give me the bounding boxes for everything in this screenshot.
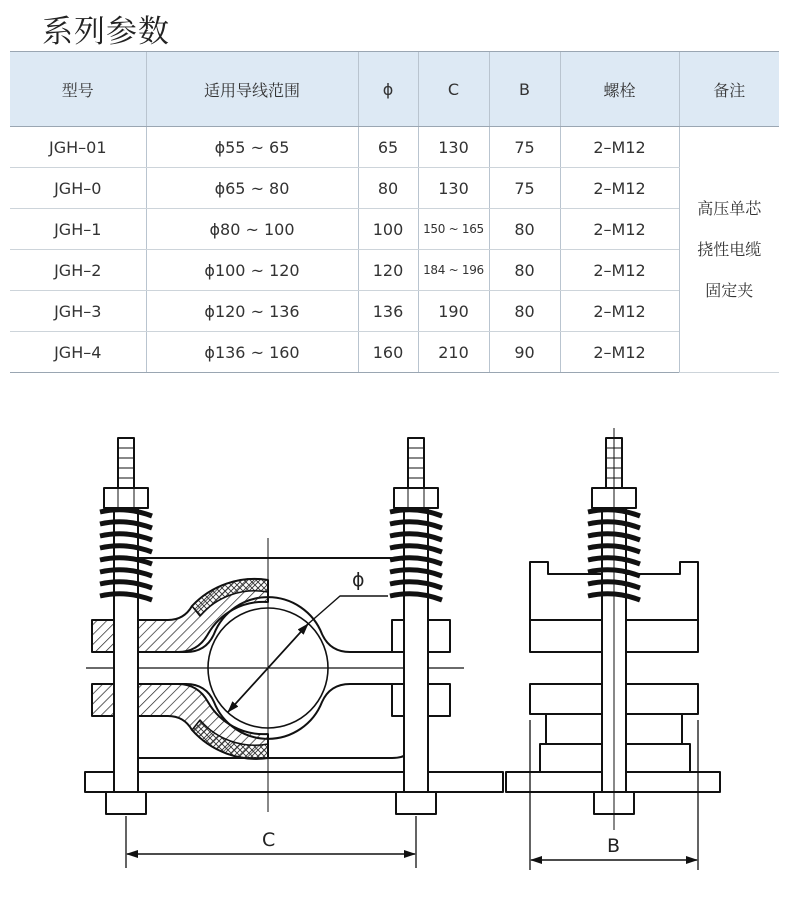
header-phi: ϕ: [358, 52, 418, 127]
cell-bolt: 2–M12: [560, 209, 679, 250]
cell-b: 80: [489, 291, 560, 332]
base-plate: [85, 772, 503, 792]
cell-b: 75: [489, 127, 560, 168]
label-b: B: [607, 835, 621, 857]
cell-model: JGH–1: [10, 209, 146, 250]
page-title: 系列参数: [42, 14, 170, 50]
left-bolt-shaft: [114, 508, 138, 798]
table-header-row: [10, 52, 779, 127]
clamp-drawing: [0, 420, 790, 900]
front-view: [85, 438, 503, 868]
cell-wire-range: ϕ65 ~ 80: [146, 168, 358, 209]
label-c: C: [262, 829, 276, 851]
table-row: [10, 250, 779, 291]
cell-phi: 160: [358, 332, 418, 373]
remark-line: 固定夹: [705, 281, 754, 300]
cell-wire-range: ϕ100 ~ 120: [146, 250, 358, 291]
cell-wire-range: ϕ80 ~ 100: [146, 209, 358, 250]
remark-line: 挠性电缆: [697, 240, 762, 259]
cell-b: 80: [489, 250, 560, 291]
cell-c: 190: [418, 291, 489, 332]
cell-b: 90: [489, 332, 560, 373]
header-model: 型号: [10, 52, 146, 127]
cell-phi: 80: [358, 168, 418, 209]
header-remark: 备注: [679, 52, 779, 127]
cell-remark: [679, 127, 779, 373]
header-b: B: [489, 52, 560, 127]
cell-c: 130: [418, 127, 489, 168]
table-row: [10, 209, 779, 250]
table-row: [10, 168, 779, 209]
label-phi: ϕ: [352, 569, 365, 591]
table-row: [10, 291, 779, 332]
right-bolt-thread: [408, 438, 424, 488]
right-nut: [394, 488, 438, 508]
cell-model: JGH–2: [10, 250, 146, 291]
cell-phi: 120: [358, 250, 418, 291]
cell-bolt: 2–M12: [560, 127, 679, 168]
table-row: [10, 332, 779, 373]
cell-bolt: 2–M12: [560, 168, 679, 209]
cell-phi: 100: [358, 209, 418, 250]
cell-c: 150 ~ 165: [418, 209, 489, 250]
cell-c: 184 ~ 196: [418, 250, 489, 291]
header-bolt: 螺栓: [560, 52, 679, 127]
left-nut: [104, 488, 148, 508]
cell-model: JGH–0: [10, 168, 146, 209]
cell-wire-range: ϕ136 ~ 160: [146, 332, 358, 373]
left-bolt-thread: [118, 438, 134, 488]
cell-bolt: 2–M12: [560, 291, 679, 332]
cell-model: JGH–3: [10, 291, 146, 332]
header-c: C: [418, 52, 489, 127]
header-wire-range: 适用导线范围: [146, 52, 358, 127]
cell-wire-range: ϕ55 ~ 65: [146, 127, 358, 168]
cell-model: JGH–01: [10, 127, 146, 168]
cell-bolt: 2–M12: [560, 332, 679, 373]
cell-b: 75: [489, 168, 560, 209]
table-row: [10, 127, 779, 168]
right-bolt-shaft: [404, 508, 428, 798]
cell-model: JGH–4: [10, 332, 146, 373]
remark-line: 高压单芯: [697, 199, 762, 218]
cell-bolt: 2–M12: [560, 250, 679, 291]
cell-c: 130: [418, 168, 489, 209]
cell-b: 80: [489, 209, 560, 250]
cell-c: 210: [418, 332, 489, 373]
cell-wire-range: ϕ120 ~ 136: [146, 291, 358, 332]
side-view: [506, 428, 720, 870]
spec-table: [10, 51, 779, 373]
cell-phi: 136: [358, 291, 418, 332]
cell-phi: 65: [358, 127, 418, 168]
